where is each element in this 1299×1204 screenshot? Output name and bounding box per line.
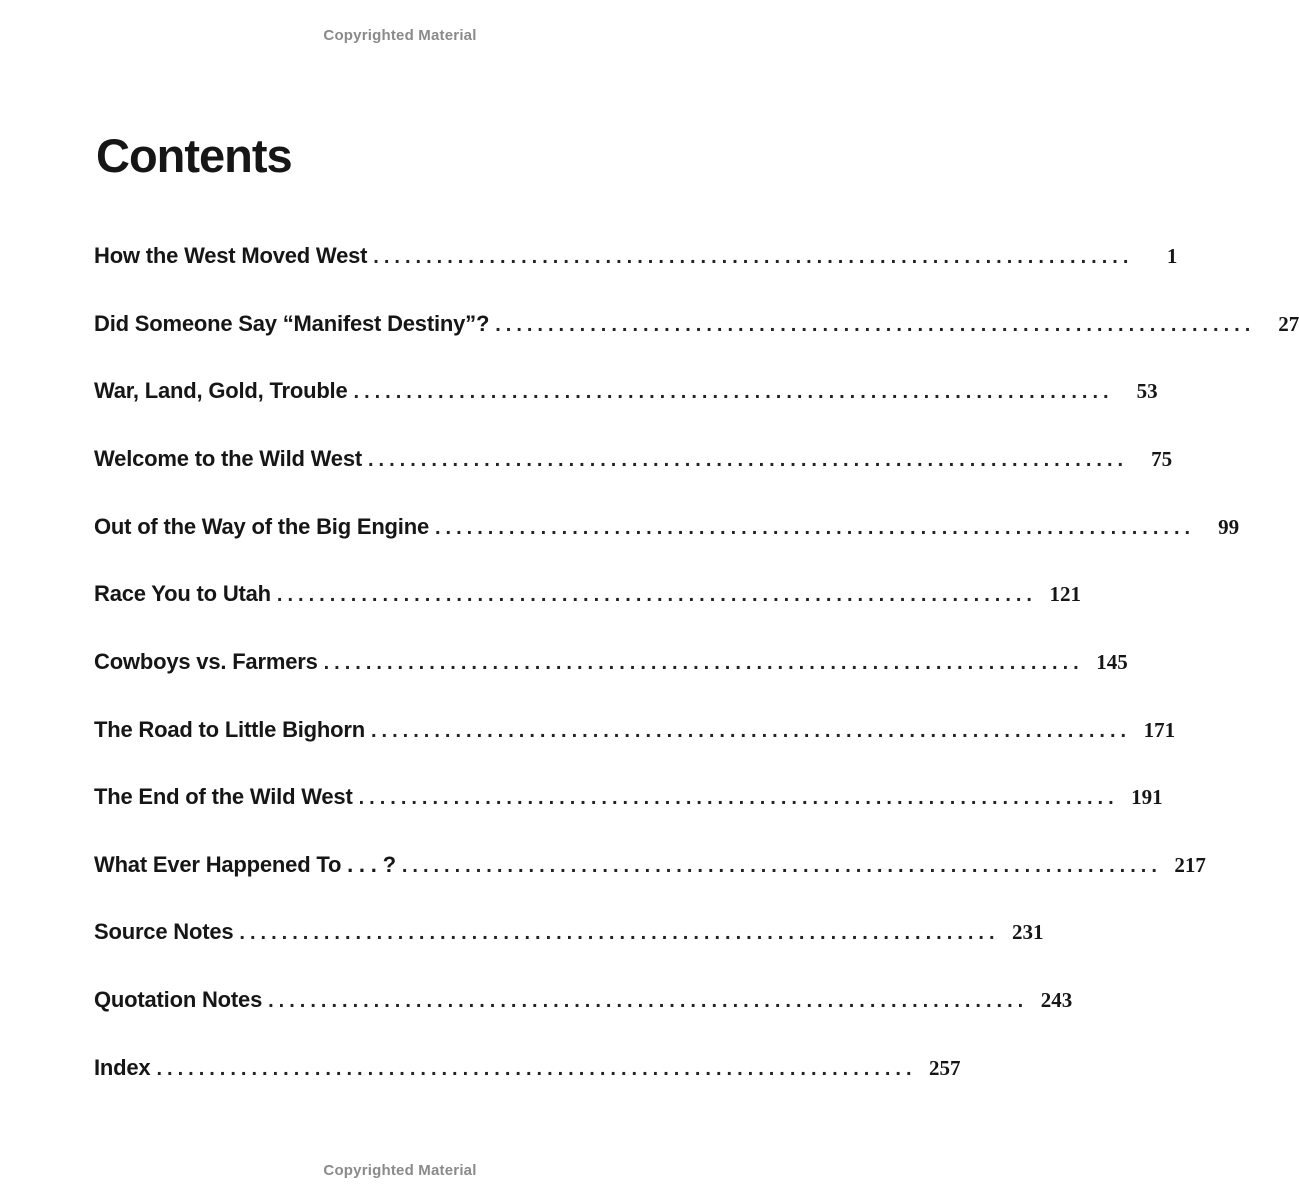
watermark-bottom: Copyrighted Material [323, 1162, 477, 1179]
toc-entry-title: Out of the Way of the Big Engine [94, 514, 429, 539]
toc-entry[interactable] [94, 987, 1073, 1017]
toc-entry[interactable] [94, 1055, 961, 1085]
toc-entry[interactable] [94, 784, 1163, 814]
dot-leader: ........................................................................ [373, 246, 1134, 268]
toc-entry[interactable] [94, 514, 1240, 544]
toc-entry-page: 75 [1151, 447, 1173, 471]
toc-entry-title: Welcome to the Wild West [94, 446, 362, 471]
toc-entry-page: 217 [1174, 853, 1206, 877]
dot-leader: ........................................................................ [435, 517, 1196, 539]
toc-entry-page: 231 [1012, 920, 1044, 944]
toc-entry[interactable] [94, 919, 1044, 949]
toc-entry-title: The End of the Wild West [94, 784, 353, 809]
dot-leader: ........................................................................ [495, 314, 1256, 336]
dot-leader: ........................................................................ [371, 720, 1132, 742]
toc-entry[interactable] [94, 243, 1178, 273]
toc-entry-page: 27 [1278, 312, 1299, 336]
toc-entry-title: Source Notes [94, 919, 234, 944]
dot-leader: ........................................................................ [239, 922, 1000, 944]
toc-entry[interactable] [94, 446, 1173, 476]
watermark-top: Copyrighted Material [323, 27, 477, 44]
toc-entry-title: Quotation Notes [94, 987, 263, 1012]
toc-entry-title: Index [94, 1055, 151, 1080]
toc-entry[interactable] [94, 581, 1081, 611]
toc-entry[interactable] [94, 717, 1176, 747]
dot-leader: ........................................................................ [401, 855, 1162, 877]
toc-entry[interactable] [94, 852, 1206, 882]
toc-entry-title: How the West Moved West [94, 243, 368, 268]
toc-entry-title: What Ever Happened To . . . ? [94, 852, 396, 877]
toc-entry-title: Did Someone Say “Manifest Destiny”? [94, 311, 490, 336]
toc-entry-page: 121 [1049, 582, 1081, 606]
dot-leader: ........................................................................ [156, 1058, 917, 1080]
dot-leader: ........................................................................ [276, 584, 1037, 606]
toc-entry-page: 171 [1143, 718, 1176, 742]
dot-leader: ........................................................................ [323, 652, 1084, 674]
toc-entry[interactable] [94, 378, 1158, 408]
toc-entry-page: 53 [1136, 379, 1158, 403]
page-title: Contents [96, 129, 292, 182]
toc-entry-page: 257 [929, 1056, 961, 1080]
dot-leader: ........................................................................ [368, 449, 1129, 471]
toc-entry-title: Cowboys vs. Farmers [94, 649, 318, 674]
dot-leader: ........................................................................ [268, 990, 1029, 1012]
dot-leader: ........................................................................ [353, 381, 1114, 403]
toc-entry-title: The Road to Little Bighorn [94, 717, 365, 742]
dot-leader: ........................................................................ [358, 787, 1119, 809]
toc-entry-title: War, Land, Gold, Trouble [94, 378, 348, 403]
toc-entry-page: 1 [1166, 244, 1178, 268]
toc-entry-page: 145 [1096, 650, 1128, 674]
toc-entry[interactable] [94, 649, 1128, 679]
toc-entry-page: 99 [1218, 515, 1240, 539]
toc-entry-title: Race You to Utah [94, 581, 271, 606]
toc-entry-page: 191 [1131, 785, 1163, 809]
toc-entry[interactable] [94, 311, 1299, 341]
toc-entry-page: 243 [1040, 988, 1073, 1012]
